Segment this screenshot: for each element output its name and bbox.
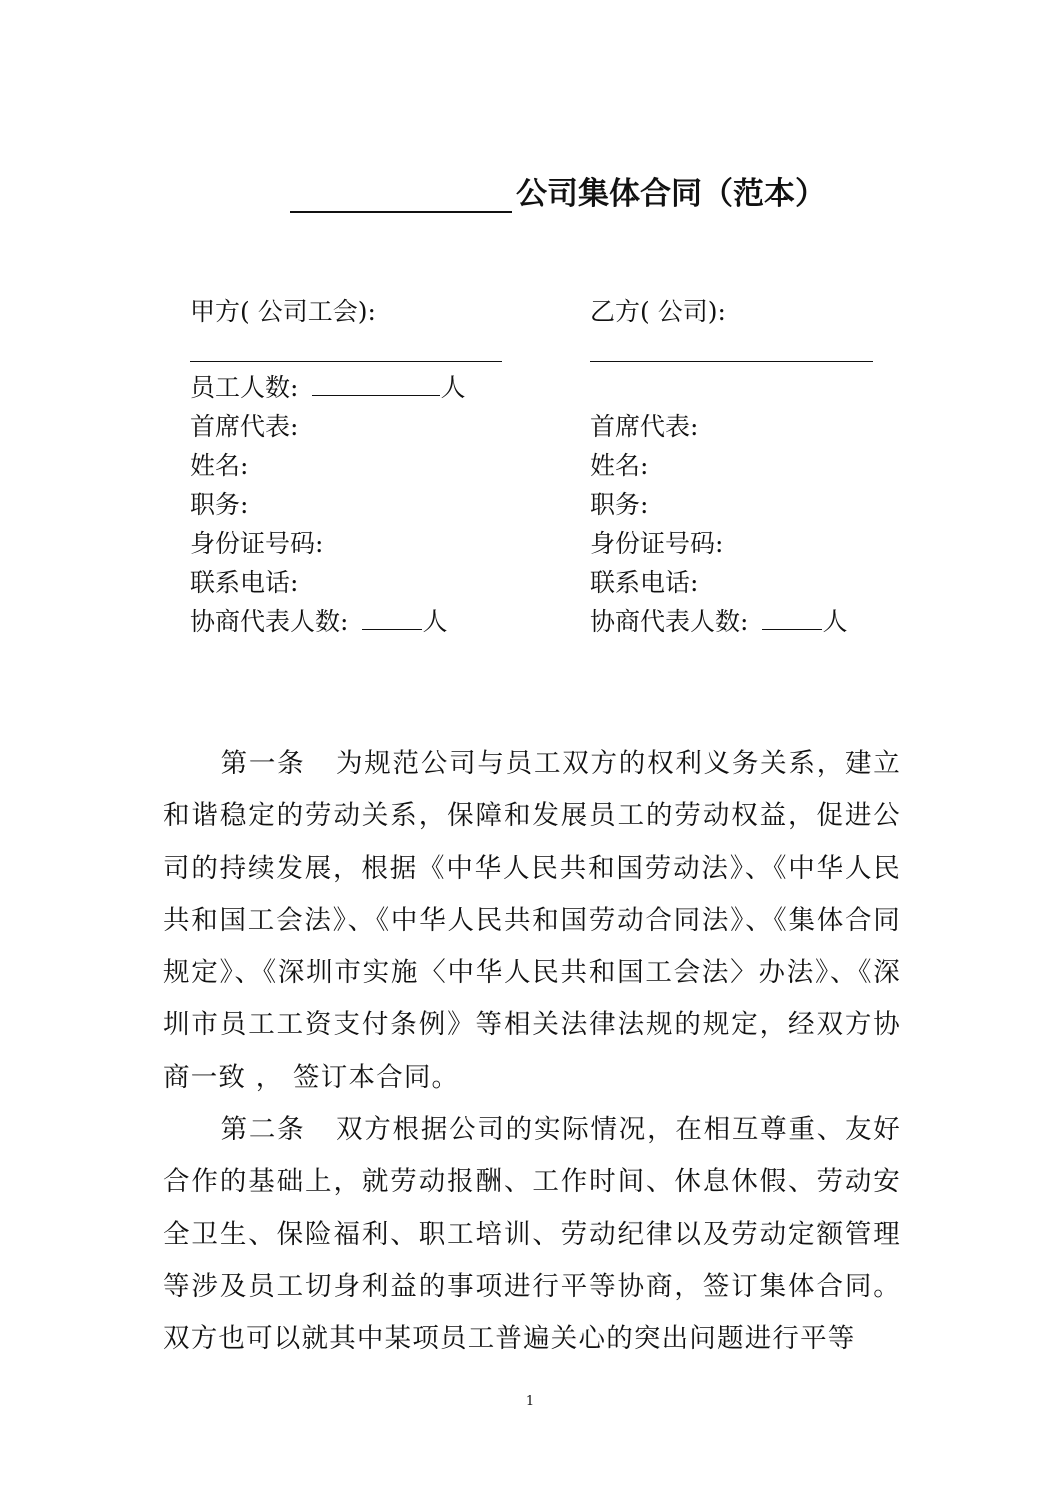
party-a-position: 职务: bbox=[190, 490, 249, 519]
party-a-employee-count bbox=[190, 368, 502, 407]
negotiator-count-blank bbox=[362, 605, 422, 630]
document-title bbox=[290, 168, 826, 213]
negotiator-count-label: 协商代表人数: bbox=[590, 607, 749, 636]
party-b-position: 职务: bbox=[590, 490, 649, 519]
article-2 bbox=[163, 1104, 901, 1365]
employee-count-unit: 人 bbox=[440, 373, 466, 402]
company-name-blank bbox=[290, 183, 512, 213]
article-label: 第二条 bbox=[220, 1114, 306, 1146]
party-a-phone: 联系电话: bbox=[190, 568, 299, 597]
page-number: 1 bbox=[525, 1394, 535, 1409]
party-b-phone: 联系电话: bbox=[590, 568, 699, 597]
article-label: 第一条 bbox=[220, 748, 306, 779]
negotiator-count-unit: 人 bbox=[422, 607, 448, 636]
party-b-chief-rep: 首席代表: bbox=[590, 412, 699, 441]
negotiator-count-blank bbox=[762, 605, 822, 630]
party-a-name: 姓名: bbox=[190, 451, 249, 480]
party-b-name: 姓名: bbox=[590, 451, 649, 480]
article-text: 为规范公司与员工双方的权利义务关系，建立和谐稳定的劳动关系，保障和发展员工的劳动权益，促进公司的持续发展，根据《中华人民共和国劳动法》、《中华人民共和国工会法》、《中华人民共和国劳动合同法》、《集体合同规定》、《深圳市实施〈中华人民共和国工会法〉办法》、《深圳市员工工资支付条例》等相关法律法规的规定，经双方协商一致 ， 签订本合同。 bbox=[163, 748, 901, 1093]
employee-count-blank bbox=[312, 371, 440, 396]
title-text: 公司集体合同（范本） bbox=[516, 176, 826, 212]
employee-count-label: 员工人数: bbox=[190, 373, 299, 402]
article-text: 双方根据公司的实际情况，在相互尊重、友好合作的基础上，就劳动报酬、工作时间、休息休假、劳动安全卫生、保险福利、职工培训、劳动纪律以及劳动定额管理等涉及员工切身利益的事项进行平等协商，签订集体合同。双方也可以就其中某项员工普遍关心的突出问题进行平等 bbox=[163, 1114, 901, 1355]
contract-body bbox=[163, 738, 901, 1366]
party-b-id-number: 身份证号码: bbox=[590, 529, 724, 558]
party-a-heading: 甲方( 公司工会): bbox=[190, 297, 376, 326]
negotiator-count-unit: 人 bbox=[822, 607, 848, 636]
party-a-id-number: 身份证号码: bbox=[190, 529, 324, 558]
negotiator-count-label: 协商代表人数: bbox=[190, 607, 349, 636]
party-b-negotiator-count bbox=[590, 602, 873, 641]
party-a-name-blank bbox=[190, 331, 502, 362]
party-b-heading: 乙方( 公司): bbox=[590, 297, 726, 326]
party-b-block bbox=[590, 292, 873, 641]
party-b-name-blank bbox=[590, 331, 873, 362]
party-a-negotiator-count bbox=[190, 602, 502, 641]
party-a-chief-rep: 首席代表: bbox=[190, 412, 299, 441]
article-1 bbox=[163, 738, 901, 1104]
party-b-empty-row bbox=[590, 368, 873, 407]
party-a-block bbox=[190, 292, 502, 641]
